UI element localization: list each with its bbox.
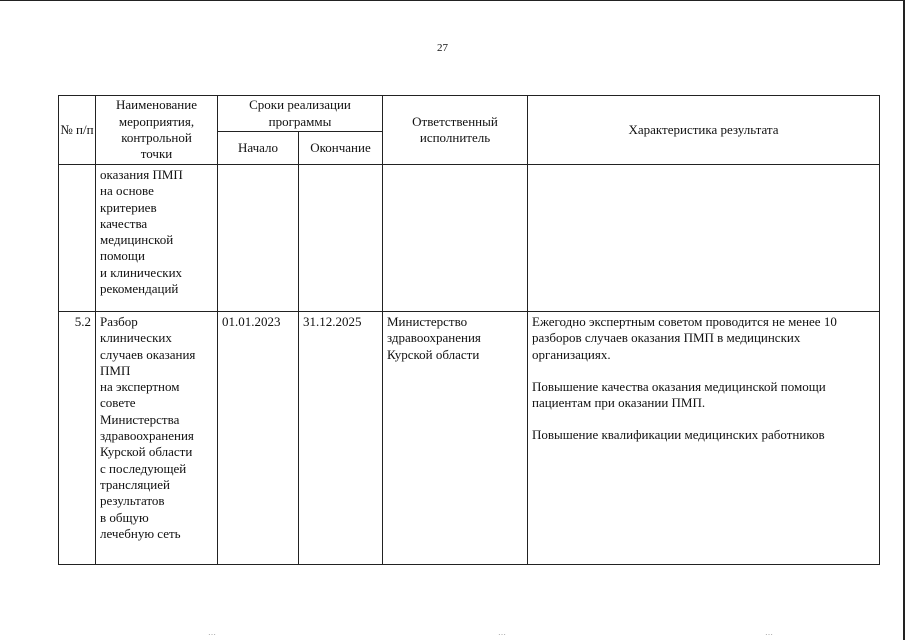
row-start: 01.01.2023 xyxy=(218,312,299,565)
table-row xyxy=(59,312,880,565)
header-result: Характеристика результата xyxy=(528,96,880,165)
result-paragraph: Повышение качества оказания медицинской помощи пациентам при оказании ПМП. xyxy=(532,378,826,411)
header-terms: Сроки реализации программы xyxy=(218,96,383,132)
header-name: Наименование мероприятия, контрольной точки xyxy=(96,96,218,165)
row-name: Разбор клинических случаев оказания ПМП на экспертном совете Министерства здравоохранения Курской области с последующей трансляцией результатов в общую лечебную сеть xyxy=(96,312,218,565)
row-responsible: Министерство здравоохранения Курской области xyxy=(383,312,528,565)
row-result xyxy=(528,165,880,312)
scan-dot: … xyxy=(208,628,216,637)
page-number: 27 xyxy=(437,42,448,54)
header-start: Начало xyxy=(218,132,299,165)
header-responsible: Ответственный исполнитель xyxy=(383,96,528,165)
row-result xyxy=(528,312,880,565)
scan-top-edge xyxy=(0,0,905,1)
header-end: Окончание xyxy=(299,132,383,165)
scan-dot: … xyxy=(498,628,506,637)
row-number xyxy=(59,165,96,312)
row-start xyxy=(218,165,299,312)
result-paragraph: Ежегодно экспертным советом проводится не менее 10 разборов случаев оказания ПМП в медицинских организациях. xyxy=(532,314,837,362)
row-end: 31.12.2025 xyxy=(299,312,383,565)
program-table xyxy=(58,95,880,565)
table-row xyxy=(59,165,880,312)
row-name: оказания ПМП на основе критериев качества медицинской помощи и клинических рекомендаций xyxy=(96,165,218,312)
header-num: № п/п xyxy=(59,96,96,165)
row-responsible xyxy=(383,165,528,312)
result-paragraph: Повышение квалификации медицинских работников xyxy=(532,427,825,443)
row-number: 5.2 xyxy=(59,312,96,565)
table-header-row-1 xyxy=(59,96,880,132)
row-end xyxy=(299,165,383,312)
scan-dot: … xyxy=(765,628,773,637)
